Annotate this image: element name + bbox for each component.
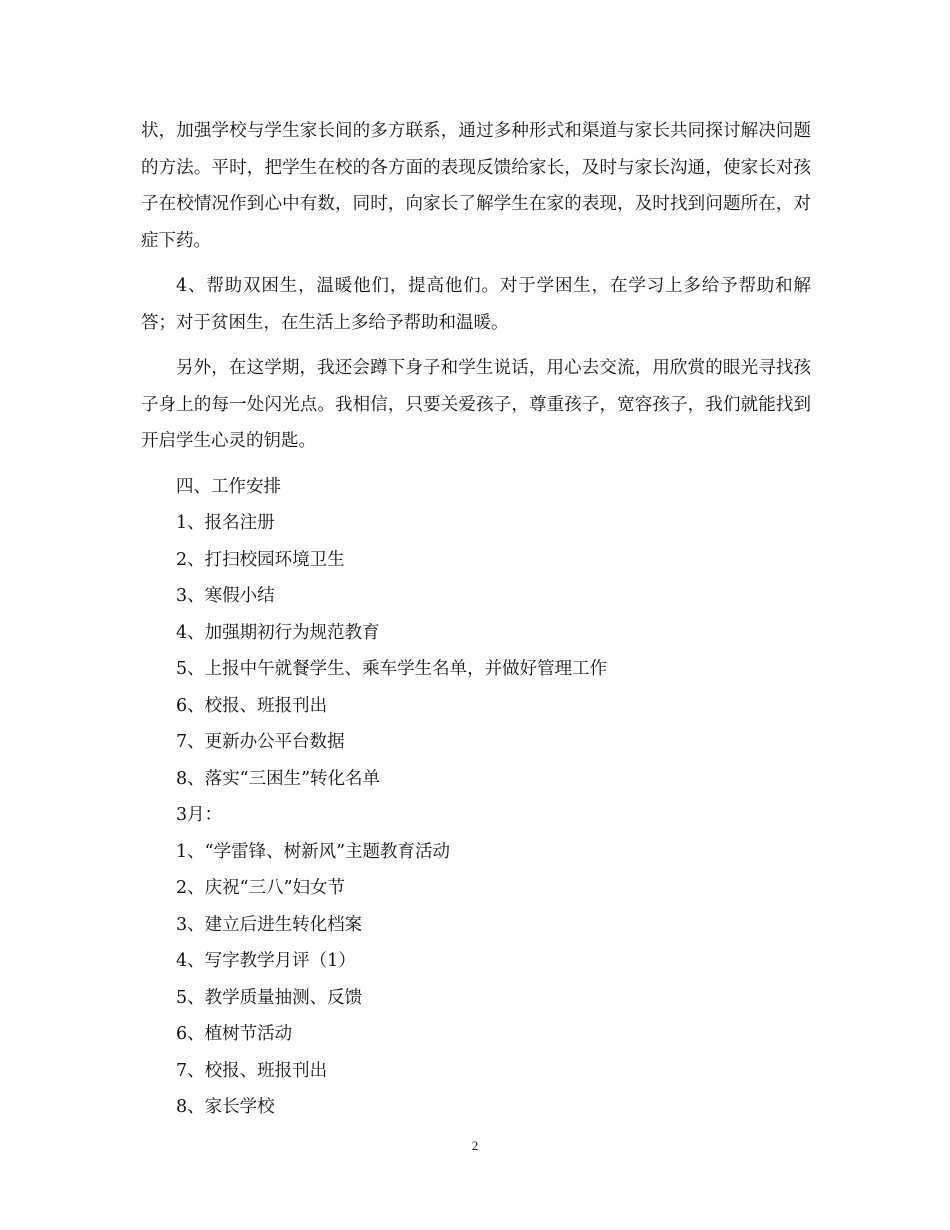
paragraph-parent-contact: 状，加强学校与学生家长间的多方联系，通过多种形式和渠道与家长共同探讨解决问题的方法。平时，把学生在校的各方面的表现反馈给家长，及时与家长沟通，使家长对孩子在校情况作到心中有数，同时，向家长了解学生在家的表现，及时找到问题所在，对症下药。: [141, 121, 811, 251]
paragraph-care-students: 另外，在这学期，我还会蹲下身子和学生说话，用心去交流，用欣赏的眼光寻找孩子身上的每一处闪光点。我相信，只要关爱孩子，尊重孩子，宽容孩子，我们就能找到开启学生心灵的钥匙。: [141, 358, 811, 451]
list-item: 7、更新办公平台数据: [176, 732, 345, 752]
list-item: 1、报名注册: [176, 513, 275, 533]
list-item: 2、庆祝“三八”妇女节: [176, 878, 346, 898]
list-item: 8、家长学校: [176, 1097, 275, 1117]
work-arrangement-list: [141, 505, 811, 797]
list-item: 5、教学质量抽测、反馈: [176, 987, 363, 1008]
list-item: 7、校报、班报刊出: [176, 1060, 328, 1081]
list-item: 2、打扫校园环境卫生: [176, 549, 345, 570]
list-item: 6、植树节活动: [176, 1024, 293, 1044]
march-plan-list: [141, 834, 811, 1126]
month-heading: 3月：: [176, 805, 223, 825]
section-heading: 四、工作安排: [176, 476, 281, 497]
list-item: 4、写字教学月评（1）: [176, 951, 356, 971]
paragraph-help-students: 4、帮助双困生，温暖他们，提高他们。对于学困生，在学习上多给予帮助和解答；对于贫困生，在生活上多给予帮助和温暖。: [141, 276, 811, 333]
list-item: 6、校报、班报刊出: [176, 695, 328, 716]
list-item: 4、加强期初行为规范教育: [176, 622, 380, 643]
list-item: 8、落实“三困生”转化名单: [176, 768, 381, 789]
list-item: 3、寒假小结: [176, 586, 275, 606]
page-content: [141, 113, 811, 1126]
list-item: 3、建立后进生转化档案: [176, 914, 363, 935]
list-item: 1、“学雷锋、树新风”主题教育活动: [176, 841, 451, 862]
list-item: 5、上报中午就餐学生、乘车学生名单，并做好管理工作: [176, 659, 608, 679]
page-number: 2: [471, 1138, 479, 1153]
